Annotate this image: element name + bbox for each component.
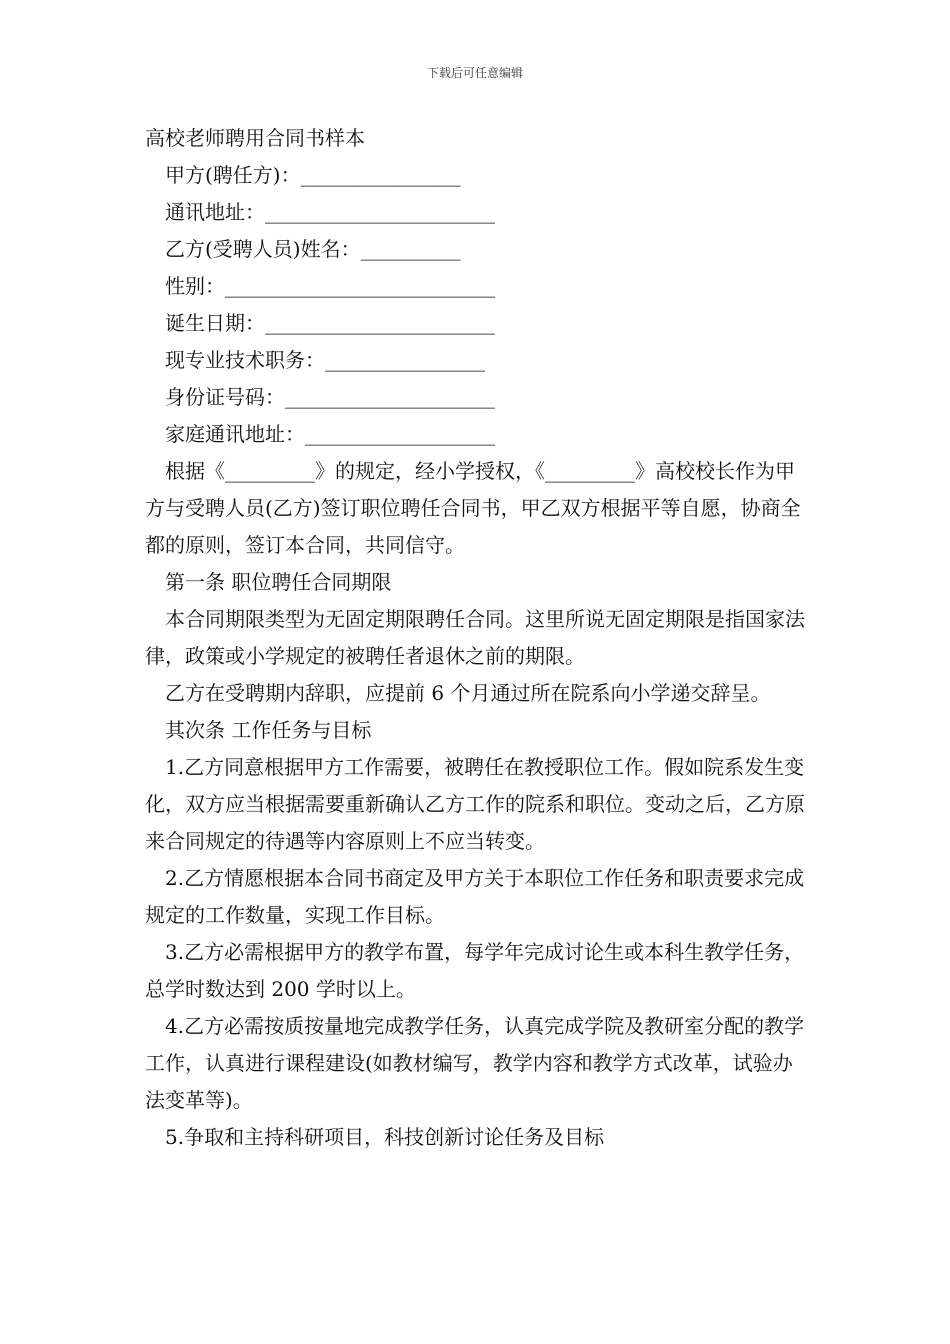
- list-item: 2.乙方情愿根据本合同书商定及甲方关于本职位工作任务和职责要求完成规定的工作数量，实现工作目标。: [145, 866, 805, 927]
- document-body: [145, 120, 810, 1156]
- field-blank: _______________________: [265, 200, 495, 224]
- field-id-number: [145, 379, 810, 416]
- field-home-address: [145, 416, 810, 453]
- field-blank: ___________________: [305, 422, 495, 446]
- field-label: 通讯地址：: [165, 200, 265, 224]
- field-blank: _______________________: [265, 311, 495, 335]
- field-title: [145, 342, 810, 379]
- field-employee-name: [145, 231, 810, 268]
- article-1-paragraph-1: 本合同期限类型为无固定期限聘任合同。这里所说无固定期限是指国家法律，政策或小学规定的被聘任者退休之前的期限。: [145, 607, 805, 668]
- field-label: 甲方(聘任方)：: [165, 163, 301, 187]
- field-blank: ________________: [325, 348, 485, 372]
- field-address: [145, 194, 810, 231]
- field-gender: [145, 268, 810, 305]
- document-title: 高校老师聘用合同书样本: [145, 126, 365, 150]
- list-item: 3.乙方必需根据甲方的教学布置，每学年完成讨论生或本科生教学任务，总学时数达到 200 学时以上。: [145, 940, 805, 1001]
- field-label: 现专业技术职务：: [165, 348, 325, 372]
- field-birthdate: [145, 305, 810, 342]
- article-1-heading: 第一条 职位聘任合同期限: [165, 570, 392, 594]
- field-blank: ________________: [300, 163, 461, 187]
- field-employer: [145, 157, 810, 194]
- field-blank: _____________________: [285, 385, 495, 409]
- article-1-paragraph-2: 乙方在受聘期内辞职，应提前 6 个月通过所在院系向小学递交辞呈。: [165, 681, 771, 705]
- field-label: 性别：: [165, 274, 225, 298]
- list-item: 1.乙方同意根据甲方工作需要，被聘任在教授职位工作。假如院系发生变化，双方应当根据需要重新确认乙方工作的院系和职位。变动之后，乙方原来合同规定的待遇等内容原则上不应当转变。: [145, 755, 805, 853]
- field-blank: ___________________________: [225, 274, 495, 298]
- list-item: 5.争取和主持科研项目，科技创新讨论任务及目标: [165, 1125, 605, 1149]
- field-blank: __________: [360, 237, 461, 261]
- field-label: 身份证号码：: [165, 385, 285, 409]
- article-2-heading: 其次条 工作任务与目标: [165, 718, 372, 742]
- intro-paragraph: 根据《_________》的规定，经小学授权，《_________》高校校长作为甲方与受聘人员(乙方)签订职位聘任合同书，甲乙双方根据平等自愿，协商全都的原则，签订本合同，共同信守。: [145, 459, 801, 557]
- field-label: 乙方(受聘人员)姓名：: [165, 237, 361, 261]
- list-item: 4.乙方必需按质按量地完成教学任务，认真完成学院及教研室分配的教学工作，认真进行课程建设(如教材编写，教学内容和教学方式改革，试验办法变革等)。: [145, 1014, 805, 1112]
- page-header-note: 下载后可任意编辑: [426, 66, 523, 80]
- field-label: 家庭通讯地址：: [165, 422, 305, 446]
- field-label: 诞生日期：: [165, 311, 265, 335]
